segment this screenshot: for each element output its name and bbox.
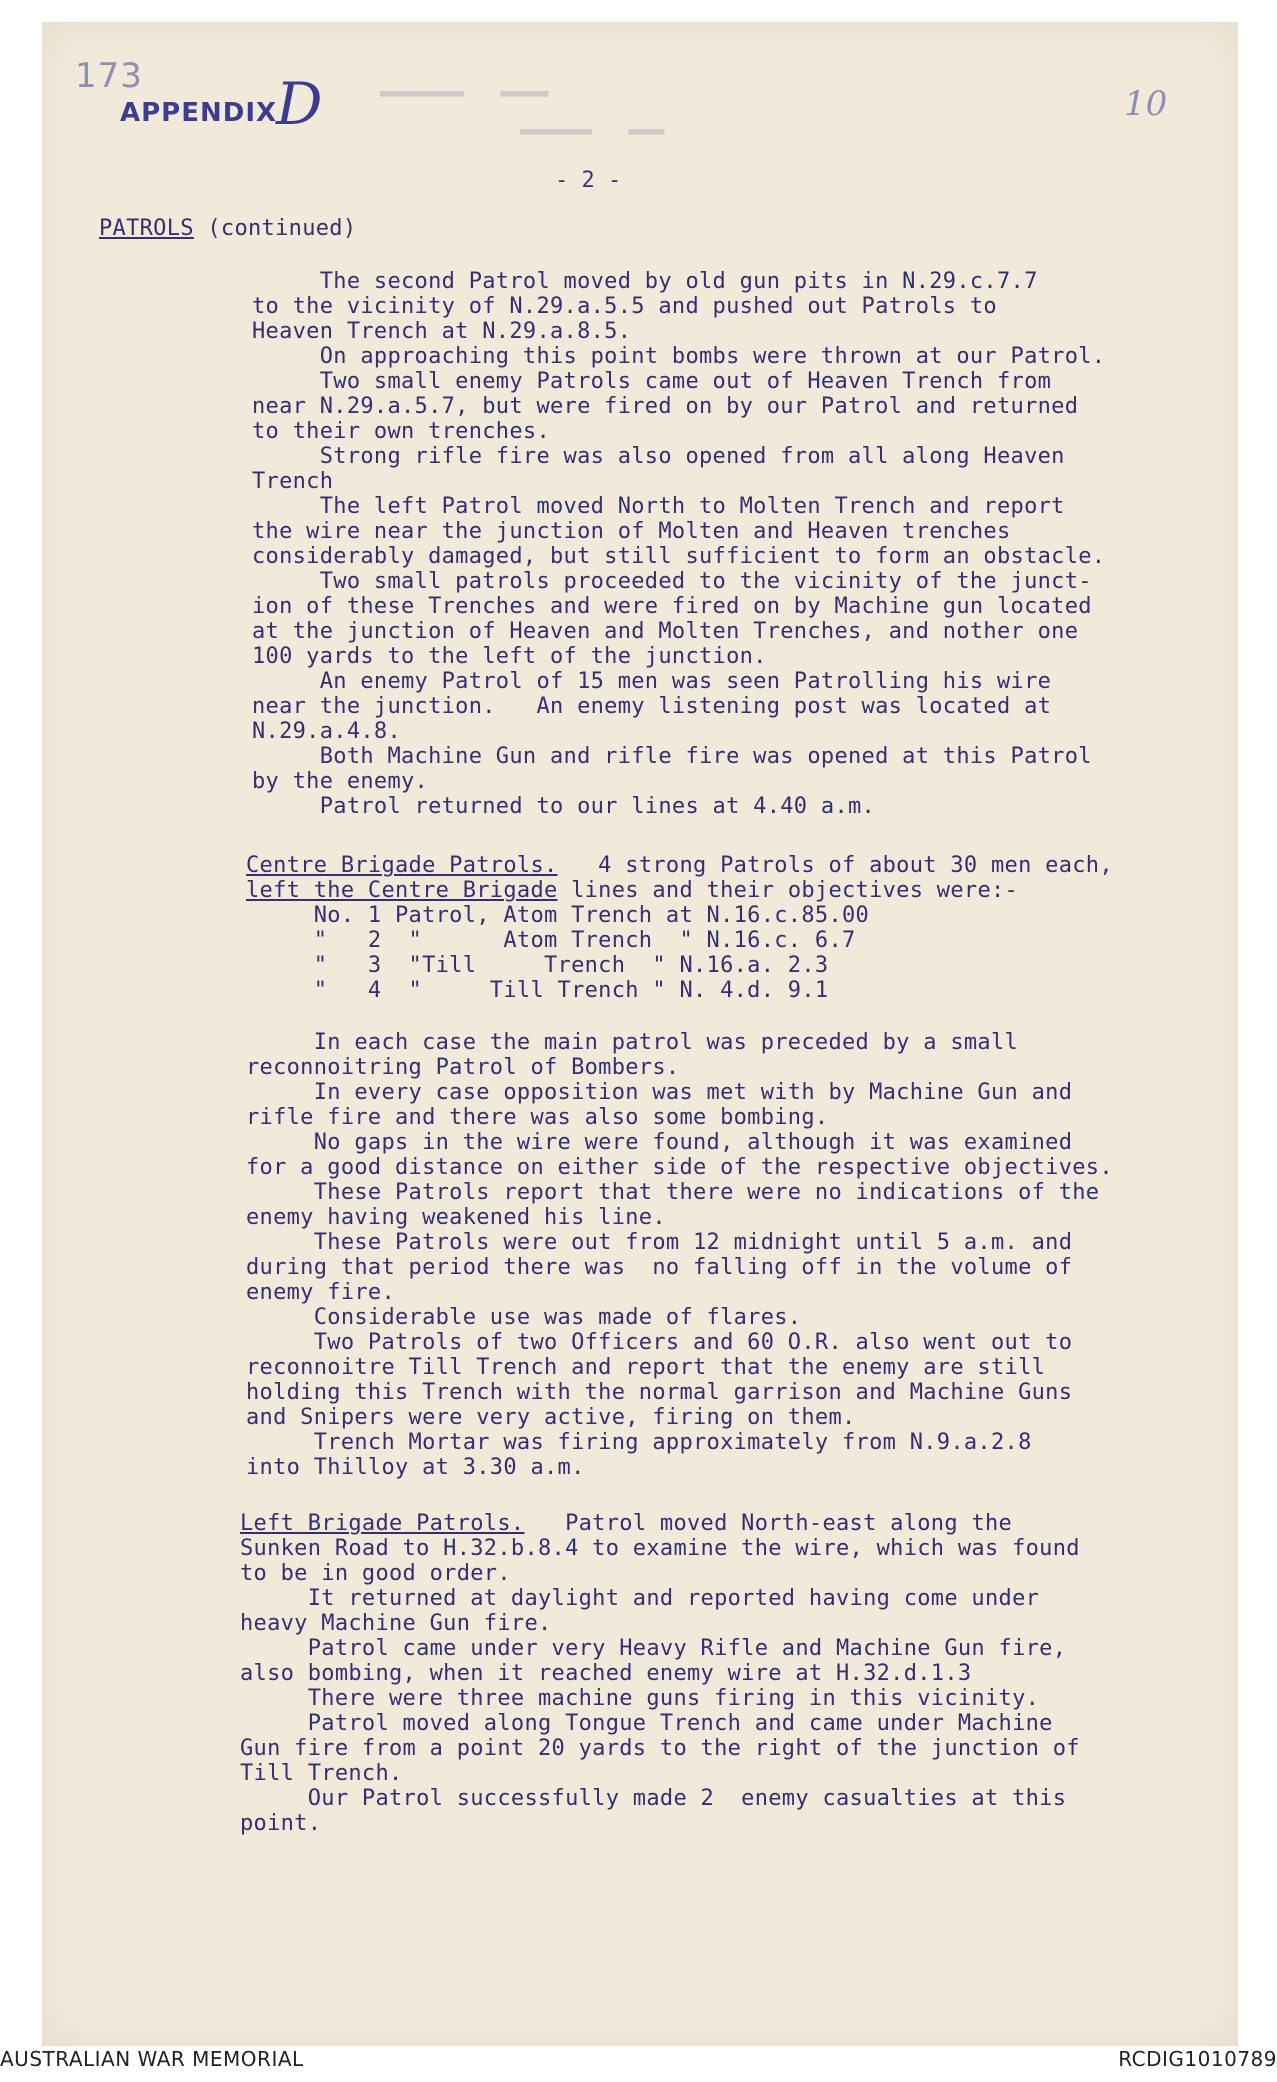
text-line: It returned at daylight and reported having come under: [240, 1586, 1040, 1611]
text-line: Two small patrols proceeded to the vicinity of the junct-: [252, 569, 1092, 594]
text-line: The left Patrol moved North to Molten Trench and report: [252, 494, 1065, 519]
text-line: into Thilloy at 3.30 a.m.: [246, 1455, 585, 1480]
text-line: An enemy Patrol of 15 men was seen Patrolling his wire: [252, 669, 1052, 694]
text-line: Trench: [252, 469, 334, 494]
text-line: reconnoitre Till Trench and report that the enemy are still: [246, 1355, 1046, 1380]
corner-page-number: 10: [1124, 84, 1168, 124]
footer-source: AUSTRALIAN WAR MEMORIAL: [0, 2047, 304, 2071]
text-line: N.29.a.4.8.: [252, 719, 401, 744]
text-line: the wire near the junction of Molten and Heaven trenches: [252, 519, 1011, 544]
text-line: enemy having weakened his line.: [246, 1205, 666, 1230]
text-line: considerably damaged, but still sufficient to form an obstacle.: [252, 544, 1106, 569]
text-line: The second Patrol moved by old gun pits in N.29.c.7.7: [252, 269, 1038, 294]
text-line: Two Patrols of two Officers and 60 O.R. also went out to: [246, 1330, 1073, 1355]
text-line: at the junction of Heaven and Molten Trenches, and nother one: [252, 619, 1079, 644]
text-line: There were three machine guns firing in this vicinity.: [240, 1686, 1040, 1711]
text-line: On approaching this point bombs were thrown at our Patrol.: [252, 344, 1106, 369]
text-line: Heaven Trench at N.29.a.8.5.: [252, 319, 632, 344]
section-title: PATROLS: [99, 216, 194, 241]
text-line: In each case the main patrol was preceded by a small: [246, 1030, 1019, 1055]
text-line: No gaps in the wire were found, although it was examined: [246, 1130, 1073, 1155]
text-fragment: 4 strong Patrols of about 30 men each,: [557, 853, 1113, 878]
objective-row: " 4 " Till Trench " N. 4.d. 9.1: [246, 978, 829, 1003]
text-line: during that period there was no falling off in the volume of: [246, 1255, 1073, 1280]
text-line: reconnoitring Patrol of Bombers.: [246, 1055, 680, 1080]
text-fragment: Patrol moved North-east along the: [524, 1511, 1013, 1536]
text-line: These Patrols report that there were no indications of the: [246, 1180, 1100, 1205]
left-heading-line: [240, 1511, 1012, 1536]
text-line: Our Patrol successfully made 2 enemy casualties at this: [240, 1786, 1067, 1811]
text-line: rifle fire and there was also some bombing.: [246, 1105, 829, 1130]
text-line: to be in good order.: [240, 1561, 511, 1586]
text-line: Strong rifle fire was also opened from all along Heaven: [252, 444, 1065, 469]
appendix-stamp: [120, 98, 277, 128]
text-line: also bombing, when it reached enemy wire at H.32.d.1.3: [240, 1661, 972, 1686]
section-title-suffix: (continued): [193, 216, 357, 241]
text-line: to the vicinity of N.29.a.5.5 and pushed out Patrols to: [252, 294, 997, 319]
objective-row: No. 1 Patrol, Atom Trench at N.16.c.85.00: [246, 903, 870, 928]
text-line: Considerable use was made of flares.: [246, 1305, 802, 1330]
text-line: These Patrols were out from 12 midnight until 5 a.m. and: [246, 1230, 1073, 1255]
text-line: ion of these Trenches and were fired on by Machine gun located: [252, 594, 1092, 619]
text-line: Patrol came under very Heavy Rifle and Machine Gun fire,: [240, 1636, 1067, 1661]
centre-heading-line: [246, 853, 1113, 878]
text-line: for a good distance on either side of the respective objectives.: [246, 1155, 1113, 1180]
text-line: by the enemy.: [252, 769, 429, 794]
objective-row: " 3 "Till Trench " N.16.a. 2.3: [246, 953, 829, 978]
bleed-through-mark: ▬▬▬▬ ▬▬▬▬▬▬▬: [380, 80, 549, 104]
appendix-letter: D: [276, 70, 323, 138]
section-heading: [99, 216, 356, 241]
text-line: enemy fire.: [246, 1280, 395, 1305]
text-line: near the junction. An enemy listening post was located at: [252, 694, 1052, 719]
text-line: Trench Mortar was firing approximately from N.9.a.2.8: [246, 1430, 1032, 1455]
text-line: to their own trenches.: [252, 419, 550, 444]
text-line: Two small enemy Patrols came out of Heaven Trench from: [252, 369, 1052, 394]
text-line: and Snipers were very active, firing on them.: [246, 1405, 856, 1430]
centre-brigade-heading-cont: left the Centre Brigade: [246, 878, 558, 903]
footer-id: RCDIG1010789: [1118, 2047, 1277, 2071]
objective-row: " 2 " Atom Trench " N.16.c. 6.7: [246, 928, 856, 953]
text-line: Gun fire from a point 20 yards to the right of the junction of: [240, 1736, 1080, 1761]
text-line: holding this Trench with the normal garrison and Machine Guns: [246, 1380, 1073, 1405]
text-line: Sunken Road to H.32.b.8.4 to examine the wire, which was found: [240, 1536, 1080, 1561]
folio-stamp: 173: [75, 56, 143, 96]
centre-heading-line: [246, 878, 1018, 903]
text-fragment: lines and their objectives were:-: [557, 878, 1019, 903]
text-line: Patrol moved along Tongue Trench and came under Machine: [240, 1711, 1053, 1736]
bleed-through-mark: ▬▬▬ ▬▬▬▬▬▬: [520, 118, 665, 142]
text-line: In every case opposition was met with by Machine Gun and: [246, 1080, 1073, 1105]
text-line: 100 yards to the left of the junction.: [252, 644, 767, 669]
text-line: near N.29.a.5.7, but were fired on by our Patrol and returned: [252, 394, 1079, 419]
text-line: point.: [240, 1811, 322, 1836]
page-number: - 2 -: [555, 168, 622, 193]
left-brigade-heading: Left Brigade Patrols.: [240, 1511, 525, 1536]
appendix-label: APPENDIX: [120, 98, 278, 128]
text-line: heavy Machine Gun fire.: [240, 1611, 552, 1636]
text-line: Patrol returned to our lines at 4.40 a.m.: [252, 794, 876, 819]
text-line: Till Trench.: [240, 1761, 403, 1786]
text-line: Both Machine Gun and rifle fire was opened at this Patrol: [252, 744, 1092, 769]
centre-brigade-heading: Centre Brigade Patrols.: [246, 853, 558, 878]
